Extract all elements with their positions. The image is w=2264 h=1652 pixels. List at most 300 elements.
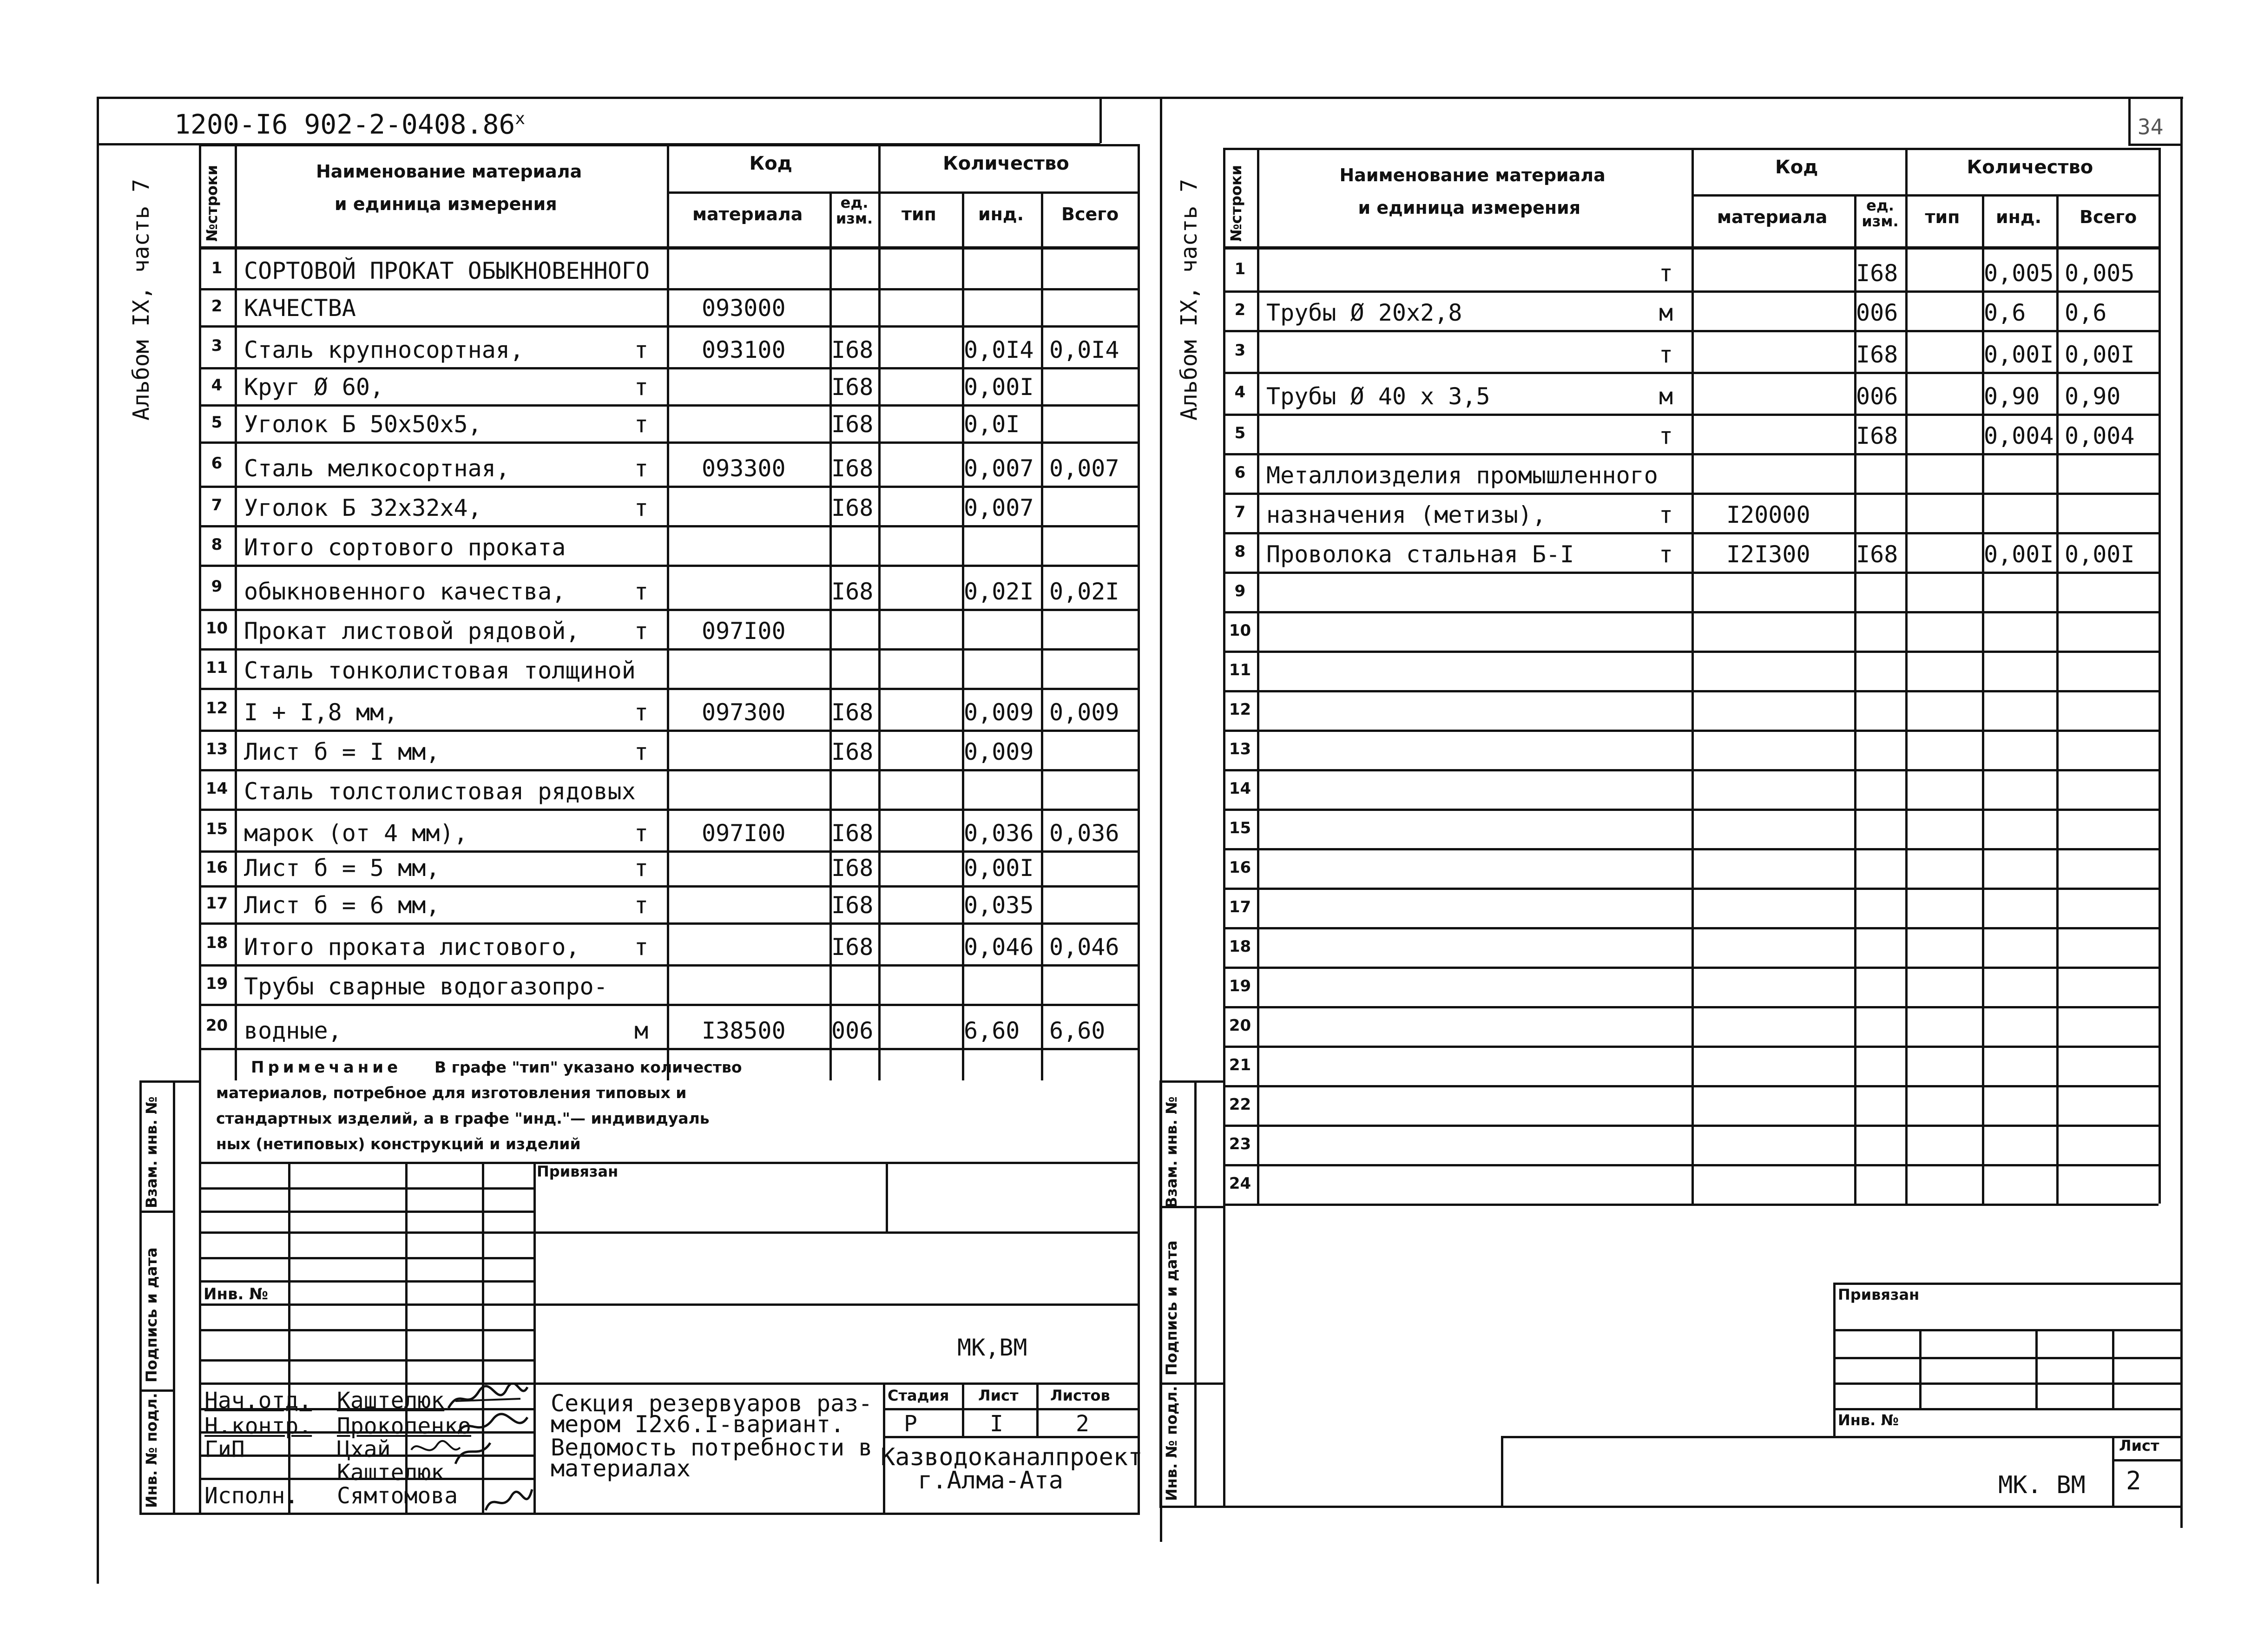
r-stamp-h2 — [1833, 1357, 2180, 1359]
r-sheet-number: 2 — [2126, 1466, 2141, 1495]
row-number: 5 — [211, 413, 223, 432]
row-name: I + I,8 мм, — [244, 699, 398, 726]
side-sign-date: Подпись и дата — [143, 1247, 160, 1382]
right-table-row-line — [1223, 1125, 2159, 1127]
right-table-row-line — [1223, 290, 2159, 293]
note-line-1: В графе "тип" указано количество — [434, 1058, 742, 1076]
title-line-2: мером I2х6.I-вариант. — [551, 1411, 845, 1438]
row-name: Сталь тонколистовая толщиной — [244, 657, 636, 684]
row-number: 12 — [1229, 700, 1251, 719]
page-divider-top — [1099, 97, 1102, 143]
row-code: 097I00 — [702, 820, 786, 847]
right-table-head-name1: Наименование материала — [1339, 165, 1606, 185]
sheet-value: I — [990, 1411, 1003, 1437]
left-table-head-ed: ед. изм. — [836, 194, 873, 227]
right-table-row-line — [1223, 967, 2159, 969]
row-unit-code: 006 — [1856, 383, 1898, 410]
left-table-row-line — [199, 964, 1138, 967]
row-number: 13 — [1229, 739, 1251, 758]
row-unit-code: I68 — [1856, 422, 1898, 449]
row-code: 093000 — [702, 295, 786, 322]
r-side-inner2 — [1223, 1080, 1225, 1506]
row-unit-code: I68 — [831, 411, 874, 438]
left-table-head-material: материала — [692, 204, 803, 224]
left-table-row-line — [199, 367, 1138, 369]
right-table-head-bottom — [1223, 246, 2159, 250]
r-stamp-v4 — [1501, 1436, 1503, 1506]
r-side-inner — [1194, 1080, 1197, 1506]
r-stamp-h4 — [1833, 1408, 2180, 1410]
r-stamp-h1 — [1833, 1329, 2180, 1331]
left-table-row-line — [199, 441, 1138, 444]
row-unit: т — [1659, 541, 1673, 568]
side-inv-podl: Инв. № подл. — [143, 1393, 160, 1508]
stamp-grid-h6 — [199, 1303, 1138, 1306]
row-individual: 0,009 — [964, 738, 1034, 765]
left-table-col-line-7 — [1138, 144, 1140, 1080]
stamp-bottom — [139, 1513, 1139, 1515]
row-name: КАЧЕСТВА — [244, 295, 356, 322]
right-table-row-line — [1223, 372, 2159, 374]
row-number: 5 — [1234, 423, 1246, 442]
row-individual: 0,007 — [964, 494, 1034, 521]
r-stamp-v3 — [2112, 1329, 2114, 1408]
row-name: Уголок Б 50х50х5, — [244, 411, 482, 438]
side-label-left: Альбом IX, часть 7 — [128, 178, 154, 421]
side-strip-div1 — [139, 1211, 174, 1213]
row-name: Лист б = I мм, — [244, 738, 440, 765]
row-number: 12 — [205, 699, 228, 717]
left-table-row-line — [199, 1004, 1138, 1006]
note-line-4: ных (нетиповых) конструкций и изделий — [216, 1135, 581, 1153]
row-unit: т — [634, 455, 649, 482]
row-individual: 0,005 — [1984, 260, 2054, 287]
row-total: 0,0I4 — [1049, 336, 1119, 363]
side-label-right: Альбом IX, часть 7 — [1176, 178, 1202, 421]
row-total: 0,6 — [2065, 299, 2107, 326]
row-code: I38500 — [702, 1017, 786, 1044]
left-table-row-line — [199, 1048, 1138, 1050]
r-side-outer — [1159, 1080, 1162, 1506]
row-unit-code: I68 — [831, 699, 874, 726]
side-strip-outer — [139, 1080, 142, 1513]
left-table-row-line — [199, 648, 1138, 651]
right-table-row-line — [1223, 769, 2159, 771]
role-2: Н.контр. — [204, 1413, 312, 1439]
row-individual: 0,007 — [964, 455, 1034, 482]
r-side-top — [1159, 1080, 1224, 1083]
sheet-col-label: Лист — [978, 1387, 1019, 1404]
page-number-box — [2128, 98, 2180, 146]
row-number: 8 — [211, 535, 223, 554]
row-name: Сталь мелкосортная, — [244, 455, 510, 482]
row-name: назначения (метизы), — [1266, 501, 1547, 528]
left-table-row-line — [199, 922, 1138, 925]
row-individual: 0,009 — [964, 699, 1034, 726]
right-table-row-line — [1223, 809, 2159, 811]
row-unit: т — [1659, 260, 1673, 287]
r-sheet-label: Лист — [2119, 1437, 2159, 1455]
left-table-row-line — [199, 565, 1138, 567]
right-table-row-line — [1223, 493, 2159, 495]
row-unit: т — [634, 336, 649, 363]
row-code: 097I00 — [702, 618, 786, 645]
row-name: Трубы Ø 20х2,8 — [1266, 299, 1462, 326]
side-strip-inner — [173, 1080, 175, 1513]
right-table-row-line — [1223, 1204, 2159, 1206]
row-total: 0,00I — [2065, 341, 2135, 368]
row-unit-code: I68 — [831, 336, 874, 363]
stamp-grid-h5 — [199, 1280, 533, 1283]
left-table-row-line — [199, 404, 1138, 407]
row-unit-code: I68 — [831, 578, 874, 605]
page-border-right — [2180, 97, 2183, 1528]
r-privyazan-label: Привязан — [1838, 1286, 1920, 1303]
left-table-row-line — [199, 288, 1138, 290]
row-total: 0,046 — [1049, 934, 1119, 961]
row-name: Трубы сварные водогазопро- — [244, 973, 608, 1000]
row-unit-code: I68 — [831, 855, 874, 882]
title-line-4: материалах — [551, 1455, 691, 1482]
row-number: 16 — [1229, 858, 1251, 877]
left-table-head-ind: инд. — [978, 204, 1024, 224]
row-unit: т — [634, 892, 649, 919]
row-individual: 0,00I — [964, 374, 1034, 401]
row-number: 8 — [1234, 542, 1246, 561]
row-individual: 0,004 — [1984, 422, 2054, 449]
row-unit: м — [634, 1017, 649, 1044]
row-number: 17 — [1229, 897, 1251, 916]
r-side-inv-podl: Инв. № подл. — [1163, 1386, 1180, 1501]
row-number: 7 — [211, 495, 223, 514]
row-unit-code: I68 — [1856, 541, 1898, 568]
page-top-line — [97, 97, 2183, 99]
right-table-row-line — [1223, 611, 2159, 613]
right-table-head-tip: тип — [1925, 207, 1960, 227]
row-name: СОРТОВОЙ ПРОКАТ ОБЫКНОВЕННОГО — [244, 257, 650, 284]
row-unit: т — [634, 374, 649, 401]
sheets-label: Листов — [1050, 1387, 1110, 1404]
name-5: Сямтомова — [337, 1483, 458, 1509]
stamp-grid-v5 — [886, 1162, 888, 1231]
row-name: Круг Ø 60, — [244, 374, 384, 401]
row-individual: 0,046 — [964, 934, 1034, 961]
mark-left: МК,ВМ — [957, 1334, 1027, 1361]
top-code: 1200-I6 902-2-0408.86$^x$ — [174, 108, 525, 140]
right-table-head-material: материала — [1717, 207, 1828, 227]
stamp-grid-h7 — [199, 1329, 533, 1331]
right-table-head-code: Код — [1775, 157, 1818, 178]
role-3: ГиП — [204, 1436, 245, 1462]
row-unit-code: I68 — [831, 374, 874, 401]
row-unit: м — [1659, 383, 1673, 410]
row-number: 6 — [211, 454, 223, 473]
left-table-col-line-0 — [199, 144, 201, 1080]
note-line-2: материалов, потребное для изготовления типовых и — [216, 1084, 687, 1102]
row-unit-code: I68 — [831, 820, 874, 847]
right-table-row-line — [1223, 572, 2159, 574]
row-number: 22 — [1229, 1095, 1251, 1114]
row-name: Лист б = 5 мм, — [244, 855, 440, 882]
right-table-row-line — [1223, 651, 2159, 653]
row-name: Итого проката листового, — [244, 934, 580, 961]
row-individual: 0,035 — [964, 892, 1034, 919]
left-table-col-line-2 — [667, 144, 669, 1080]
r-stamp-h5 — [1501, 1436, 2180, 1438]
row-name: водные, — [244, 1017, 342, 1044]
stamp-grid-h1 — [199, 1187, 533, 1190]
row-unit: т — [1659, 341, 1673, 368]
signature-1 — [446, 1382, 530, 1415]
left-table-row-line — [199, 688, 1138, 690]
row-number: 2 — [211, 297, 223, 316]
row-number: 7 — [1234, 502, 1246, 521]
row-individual: 0,0I4 — [964, 336, 1034, 363]
stage-label: Стадия — [888, 1387, 949, 1404]
row-unit: т — [1659, 422, 1673, 449]
row-number: 19 — [205, 974, 228, 993]
stamp-grid-v1 — [288, 1162, 290, 1513]
row-number: 21 — [1229, 1055, 1251, 1074]
left-table-head-qty: Количество — [943, 153, 1069, 174]
left-table-head-name1: Наименование материала — [316, 161, 582, 182]
left-table-col-line-1 — [235, 144, 237, 1080]
r-mark: МК. ВМ — [1998, 1471, 2086, 1499]
r-stamp-v5 — [2112, 1436, 2114, 1506]
stamp-grid-h2 — [199, 1211, 533, 1213]
stamp-grid-h3 — [199, 1231, 1138, 1234]
row-total: 0,004 — [2065, 422, 2135, 449]
right-table-head-ed: ед. изм. — [1862, 197, 1899, 230]
row-name: Сталь толстолистовая рядовых — [244, 778, 636, 805]
sheets-value: 2 — [1076, 1411, 1089, 1437]
row-number: 14 — [205, 779, 228, 798]
r-stamp-h0 — [1833, 1283, 2180, 1285]
row-unit: т — [634, 411, 649, 438]
row-total: 6,60 — [1049, 1017, 1106, 1044]
row-individual: 0,00I — [1984, 541, 2054, 568]
left-table-row-line — [199, 769, 1138, 771]
row-name: Уголок Б 32х32х4, — [244, 494, 482, 521]
row-number: 16 — [205, 858, 228, 877]
left-table-head-mid — [667, 191, 1138, 194]
row-unit-code: I68 — [831, 494, 874, 521]
row-unit-code: 006 — [831, 1017, 874, 1044]
r-stamp-v0 — [1833, 1283, 1836, 1436]
row-number: 19 — [1229, 976, 1251, 995]
left-table-col-line-6 — [1041, 191, 1043, 1080]
row-number: 3 — [211, 336, 223, 355]
right-table-head-name2: и единица измерения — [1358, 197, 1581, 218]
stamp-grid-h8 — [199, 1359, 533, 1362]
row-total: 0,00I — [2065, 541, 2135, 568]
stamp-grid-h15 — [883, 1436, 1138, 1438]
row-name: обыкновенного качества, — [244, 578, 566, 605]
row-total: 0,036 — [1049, 820, 1119, 847]
row-unit: т — [1659, 501, 1673, 528]
note-title: Примечание — [251, 1058, 402, 1077]
row-unit: т — [634, 699, 649, 726]
row-unit: т — [634, 494, 649, 521]
stamp-grid-h0 — [199, 1162, 1138, 1164]
name-3: Цхай — [337, 1436, 391, 1462]
right-table-row-line — [1223, 888, 2159, 890]
row-individual: 0,00I — [1984, 341, 2054, 368]
row-number: 9 — [211, 577, 223, 596]
left-table-row-line — [199, 809, 1138, 811]
row-number: 1 — [211, 258, 223, 277]
signature-3 — [409, 1436, 493, 1468]
row-number: 20 — [205, 1016, 228, 1035]
side-inv-vzam: Взам. инв. № — [143, 1096, 160, 1208]
org-line-2: г.Алма-Ата — [918, 1467, 1064, 1494]
stamp-grid-h14 — [883, 1408, 1138, 1410]
left-table-head-code: Код — [749, 153, 792, 174]
row-name: Металлоизделия промышленного — [1266, 462, 1658, 489]
page-number: 34 — [2138, 114, 2164, 139]
row-unit: т — [634, 934, 649, 961]
row-number: 24 — [1229, 1174, 1251, 1193]
left-table-head-total: Всего — [1061, 204, 1119, 224]
row-unit-code: I68 — [831, 934, 874, 961]
role-1: Нач.отд. — [204, 1388, 312, 1414]
row-code: 093300 — [702, 455, 786, 482]
row-number: 10 — [1229, 621, 1251, 640]
row-name: Итого сортового проката — [244, 534, 566, 561]
r-inv-no-label: Инв. № — [1838, 1411, 1899, 1429]
right-table-row-line — [1223, 848, 2159, 850]
row-unit-code: I68 — [1856, 341, 1898, 368]
row-number: 6 — [1234, 463, 1246, 482]
right-table-row-line — [1223, 690, 2159, 692]
row-unit-code: I68 — [831, 455, 874, 482]
title-line-1: Секция резервуаров раз- — [551, 1390, 873, 1417]
name-4: Каштелюк — [337, 1460, 445, 1486]
row-total: 0,007 — [1049, 455, 1119, 482]
row-number: 13 — [205, 739, 228, 758]
row-name: Сталь крупносортная, — [244, 336, 524, 363]
right-table-head-qty: Количество — [1967, 157, 2093, 178]
r-side-div2 — [1159, 1382, 1224, 1385]
row-total: 0,02I — [1049, 578, 1119, 605]
org-line-1: Казводоканалпроект — [881, 1443, 1143, 1471]
right-table-col-line-7 — [2159, 148, 2161, 1204]
row-code: 097300 — [702, 699, 786, 726]
right-table-row-line — [1223, 730, 2159, 732]
row-unit: т — [634, 618, 649, 645]
row-number: 23 — [1229, 1134, 1251, 1153]
side-strip-div2 — [139, 1389, 174, 1392]
row-number: 15 — [205, 820, 228, 838]
right-table-row-line — [1223, 330, 2159, 332]
row-unit: м — [1659, 299, 1673, 326]
r-stamp-bottom — [1159, 1506, 2180, 1508]
left-table-col-line-4 — [878, 144, 881, 1080]
stage-value: Р — [904, 1411, 917, 1437]
right-table-row-line — [1223, 927, 2159, 929]
left-table-row-line — [199, 609, 1138, 611]
row-unit-code: I68 — [1856, 260, 1898, 287]
left-table-head-tip: тип — [902, 204, 936, 224]
row-number: 18 — [205, 934, 228, 952]
right-table-row-line — [1223, 1046, 2159, 1048]
side-strip-top — [139, 1080, 200, 1083]
row-unit-code: I68 — [831, 738, 874, 765]
privyazan-label: Привязан — [537, 1163, 619, 1180]
row-total: 0,005 — [2065, 260, 2135, 287]
row-individual: 6,60 — [964, 1017, 1020, 1044]
inv-no-label: Инв. № — [204, 1285, 269, 1303]
row-number: 17 — [205, 894, 228, 913]
name-2: Прокопенко — [337, 1413, 471, 1439]
left-table-head-name2: и единица измерения — [335, 194, 557, 214]
stamp-grid-h9 — [199, 1382, 1138, 1385]
row-number: 11 — [205, 658, 228, 677]
signature-4 — [483, 1487, 534, 1520]
row-number: 11 — [1229, 660, 1251, 679]
r-side-inv-vzam: Взам. инв. № — [1163, 1096, 1180, 1208]
right-table-row-line — [1223, 1164, 2159, 1166]
right-table-head-rowno: №строки — [1227, 165, 1245, 242]
right-table-head-total: Всего — [2080, 207, 2137, 227]
row-unit: т — [634, 855, 649, 882]
row-individual: 0,02I — [964, 578, 1034, 605]
left-table-row-line — [199, 525, 1138, 527]
row-unit-code: 006 — [1856, 299, 1898, 326]
name-1: Каштелюк — [337, 1388, 445, 1414]
r-stamp-h6 — [2112, 1459, 2180, 1461]
stamp-grid-h4 — [199, 1257, 533, 1259]
row-unit: т — [634, 738, 649, 765]
row-number: 9 — [1234, 581, 1246, 600]
left-table-row-line — [199, 850, 1138, 853]
left-table-row-line — [199, 486, 1138, 488]
title-line-3: Ведомость потребности в — [551, 1434, 873, 1461]
role-5: Исполн. — [204, 1483, 299, 1509]
right-table-col-line-6 — [2056, 194, 2059, 1204]
row-unit: т — [634, 820, 649, 847]
note-line-3: стандартных изделий, а в графе "инд."— индивидуаль — [216, 1109, 710, 1127]
row-code: I2I300 — [1726, 541, 1810, 568]
row-unit: т — [634, 578, 649, 605]
row-number: 15 — [1229, 818, 1251, 837]
right-table-row-line — [1223, 532, 2159, 534]
row-total: 0,90 — [2065, 383, 2121, 410]
stamp-grid-v0 — [199, 1080, 201, 1513]
row-number: 4 — [211, 376, 223, 395]
row-name: Трубы Ø 40 х 3,5 — [1266, 383, 1490, 410]
row-number: 2 — [1234, 300, 1246, 319]
r-stamp-h3 — [1833, 1382, 2180, 1385]
r-side-sign-date: Подпись и дата — [1163, 1240, 1180, 1376]
row-individual: 0,6 — [1984, 299, 2026, 326]
row-number: 18 — [1229, 937, 1251, 956]
row-individual: 0,036 — [964, 820, 1034, 847]
r-stamp-v1 — [1919, 1329, 1922, 1408]
row-number: 4 — [1234, 383, 1246, 401]
row-individual: 0,00I — [964, 855, 1034, 882]
r-stamp-v2 — [2035, 1329, 2038, 1408]
right-table-row-line — [1223, 414, 2159, 416]
row-number: 14 — [1229, 779, 1251, 798]
right-table-head-ind: инд. — [1996, 207, 2042, 227]
row-code: 093100 — [702, 336, 786, 363]
stamp-grid-v4 — [533, 1162, 536, 1513]
right-table-row-line — [1223, 453, 2159, 455]
left-table-row-line — [199, 885, 1138, 888]
row-number: 10 — [205, 619, 228, 638]
row-individual: 0,0I — [964, 411, 1020, 438]
